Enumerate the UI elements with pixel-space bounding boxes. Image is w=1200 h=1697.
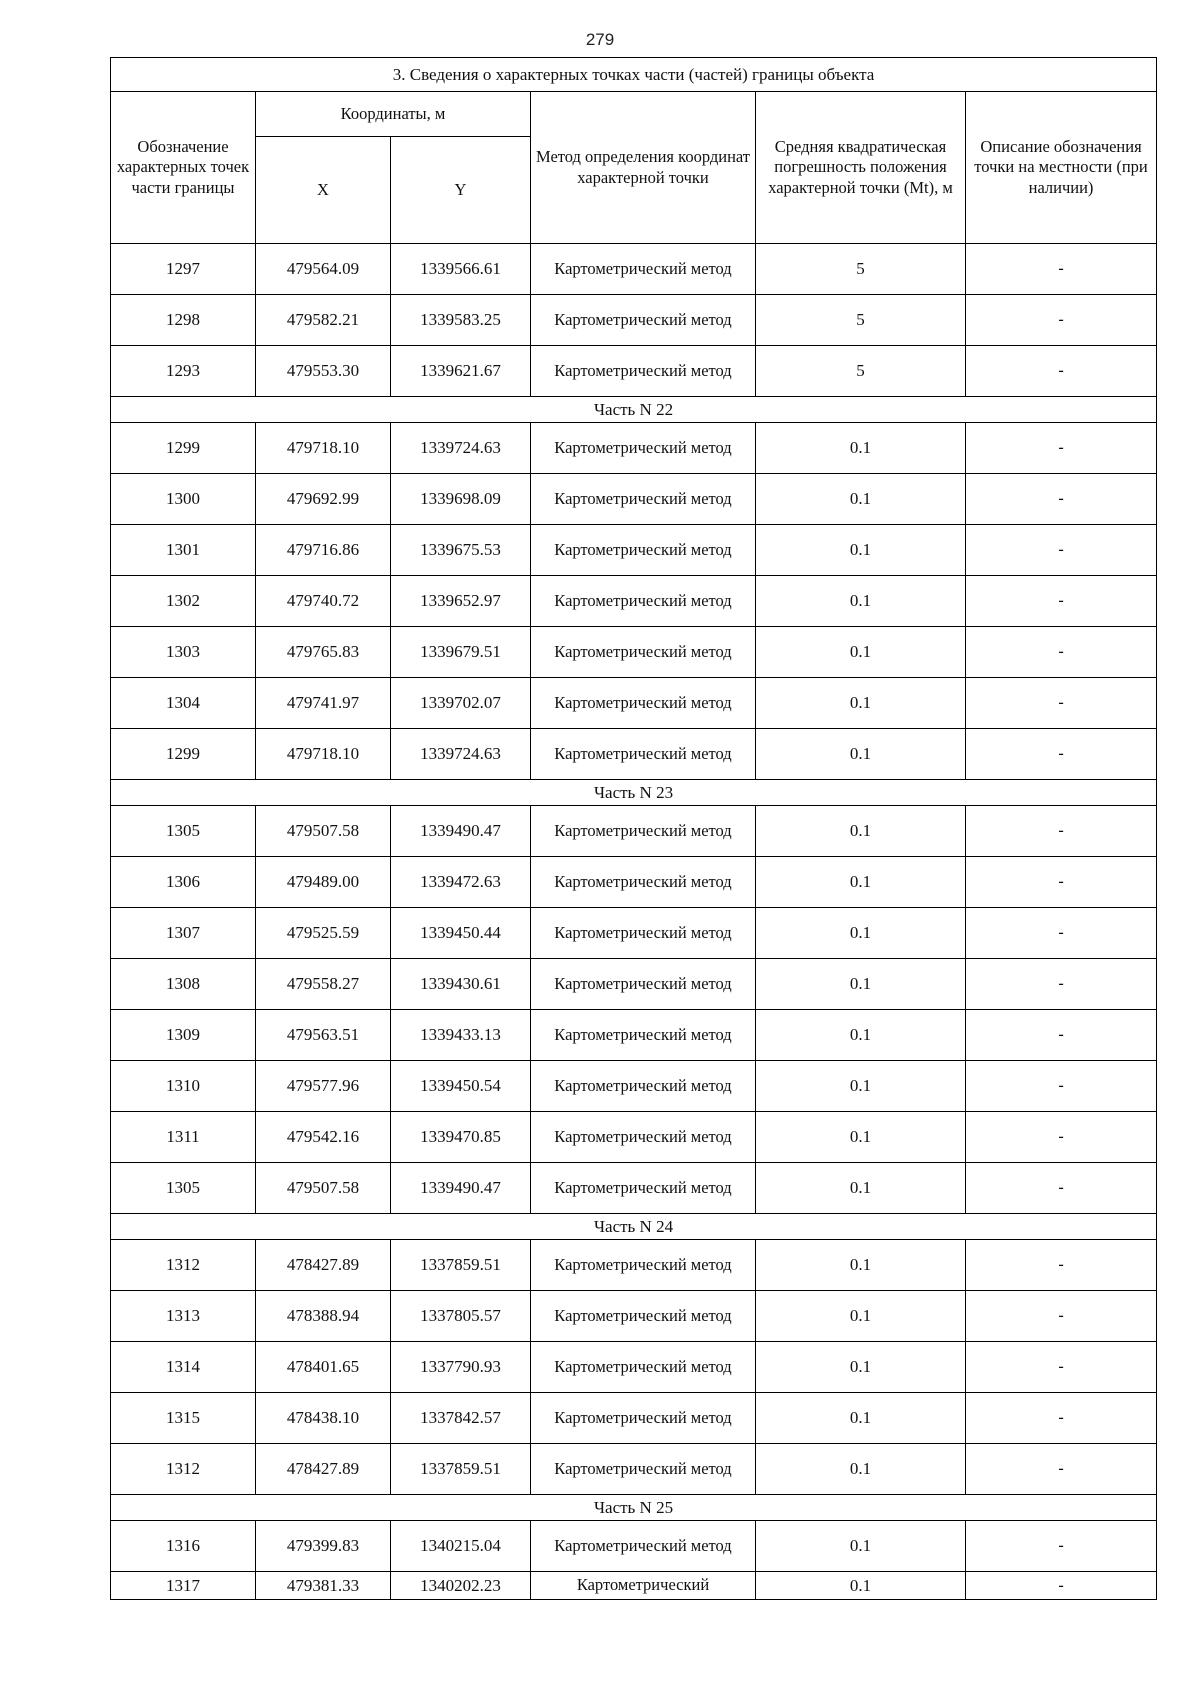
error-cell: 0.1	[756, 729, 966, 780]
description-cell: -	[966, 1444, 1157, 1495]
table-row	[111, 1291, 1157, 1342]
header-point-designation: Обозначение характерных точек части границы	[111, 92, 256, 244]
table-row	[111, 678, 1157, 729]
point-cell: 1303	[111, 627, 256, 678]
description-cell: -	[966, 1291, 1157, 1342]
description-cell: -	[966, 1010, 1157, 1061]
x-cell: 479507.58	[256, 806, 391, 857]
part-label-row	[111, 397, 1157, 423]
x-cell: 478427.89	[256, 1444, 391, 1495]
x-cell: 478427.89	[256, 1240, 391, 1291]
table-row	[111, 1342, 1157, 1393]
description-cell: -	[966, 525, 1157, 576]
point-cell: 1313	[111, 1291, 256, 1342]
point-cell: 1307	[111, 908, 256, 959]
point-cell: 1311	[111, 1112, 256, 1163]
point-cell: 1317	[111, 1572, 256, 1600]
error-cell: 0.1	[756, 1291, 966, 1342]
point-cell: 1302	[111, 576, 256, 627]
table-title: 3. Сведения о характерных точках части (частей) границы объекта	[111, 58, 1157, 92]
x-cell: 479718.10	[256, 423, 391, 474]
table-row	[111, 1061, 1157, 1112]
point-cell: 1309	[111, 1010, 256, 1061]
y-cell: 1339566.61	[391, 244, 531, 295]
header-x: X	[256, 137, 391, 244]
error-cell: 0.1	[756, 627, 966, 678]
method-cell: Картометрический метод	[531, 678, 756, 729]
x-cell: 479564.09	[256, 244, 391, 295]
error-cell: 5	[756, 244, 966, 295]
description-cell: -	[966, 1572, 1157, 1600]
table-row	[111, 1240, 1157, 1291]
table-row	[111, 1393, 1157, 1444]
table-row	[111, 1572, 1157, 1600]
table-row	[111, 423, 1157, 474]
table-row	[111, 1521, 1157, 1572]
y-cell: 1339652.97	[391, 576, 531, 627]
y-cell: 1339583.25	[391, 295, 531, 346]
table-row	[111, 1163, 1157, 1214]
x-cell: 478388.94	[256, 1291, 391, 1342]
header-method: Метод определения координат характерной точки	[531, 92, 756, 244]
table-row	[111, 244, 1157, 295]
table-row	[111, 1010, 1157, 1061]
method-cell: Картометрический метод	[531, 1240, 756, 1291]
description-cell: -	[966, 295, 1157, 346]
error-cell: 0.1	[756, 857, 966, 908]
description-cell: -	[966, 1521, 1157, 1572]
error-cell: 0.1	[756, 576, 966, 627]
method-cell: Картометрический метод	[531, 729, 756, 780]
point-cell: 1298	[111, 295, 256, 346]
point-cell: 1306	[111, 857, 256, 908]
description-cell: -	[966, 474, 1157, 525]
error-cell: 0.1	[756, 1061, 966, 1112]
point-cell: 1314	[111, 1342, 256, 1393]
method-cell: Картометрический метод	[531, 1342, 756, 1393]
point-cell: 1301	[111, 525, 256, 576]
method-cell: Картометрический метод	[531, 1010, 756, 1061]
description-cell: -	[966, 576, 1157, 627]
method-cell: Картометрический метод	[531, 1061, 756, 1112]
error-cell: 0.1	[756, 1010, 966, 1061]
y-cell: 1337805.57	[391, 1291, 531, 1342]
description-cell: -	[966, 1163, 1157, 1214]
method-cell: Картометрический метод	[531, 908, 756, 959]
table-row	[111, 576, 1157, 627]
description-cell: -	[966, 1393, 1157, 1444]
y-cell: 1339450.44	[391, 908, 531, 959]
point-cell: 1293	[111, 346, 256, 397]
error-cell: 0.1	[756, 1163, 966, 1214]
description-cell: -	[966, 678, 1157, 729]
point-cell: 1315	[111, 1393, 256, 1444]
method-cell: Картометрический метод	[531, 474, 756, 525]
description-cell: -	[966, 729, 1157, 780]
method-cell: Картометрический метод	[531, 1112, 756, 1163]
y-cell: 1339679.51	[391, 627, 531, 678]
x-cell: 479381.33	[256, 1572, 391, 1600]
x-cell: 479553.30	[256, 346, 391, 397]
error-cell: 0.1	[756, 1444, 966, 1495]
method-cell: Картометрический метод	[531, 959, 756, 1010]
table-row	[111, 959, 1157, 1010]
description-cell: -	[966, 1112, 1157, 1163]
table-row	[111, 857, 1157, 908]
x-cell: 479740.72	[256, 576, 391, 627]
y-cell: 1339470.85	[391, 1112, 531, 1163]
table-row	[111, 729, 1157, 780]
point-cell: 1300	[111, 474, 256, 525]
table-row	[111, 474, 1157, 525]
point-cell: 1310	[111, 1061, 256, 1112]
y-cell: 1339472.63	[391, 857, 531, 908]
point-cell: 1299	[111, 423, 256, 474]
method-cell: Картометрический метод	[531, 423, 756, 474]
description-cell: -	[966, 959, 1157, 1010]
table-row	[111, 346, 1157, 397]
header-y: Y	[391, 137, 531, 244]
x-cell: 478438.10	[256, 1393, 391, 1444]
error-cell: 5	[756, 346, 966, 397]
x-cell: 479765.83	[256, 627, 391, 678]
x-cell: 479582.21	[256, 295, 391, 346]
y-cell: 1340215.04	[391, 1521, 531, 1572]
description-cell: -	[966, 806, 1157, 857]
table-header	[111, 58, 1157, 244]
point-cell: 1305	[111, 806, 256, 857]
x-cell: 479507.58	[256, 1163, 391, 1214]
point-cell: 1312	[111, 1240, 256, 1291]
x-cell: 479563.51	[256, 1010, 391, 1061]
y-cell: 1337790.93	[391, 1342, 531, 1393]
error-cell: 0.1	[756, 806, 966, 857]
method-cell: Картометрический метод	[531, 244, 756, 295]
point-cell: 1308	[111, 959, 256, 1010]
error-cell: 0.1	[756, 1240, 966, 1291]
method-cell: Картометрический метод	[531, 576, 756, 627]
x-cell: 479558.27	[256, 959, 391, 1010]
point-cell: 1299	[111, 729, 256, 780]
description-cell: -	[966, 908, 1157, 959]
page-number: 279	[585, 30, 615, 49]
x-cell: 479489.00	[256, 857, 391, 908]
part-label: Часть N 23	[111, 780, 1157, 806]
x-cell: 479716.86	[256, 525, 391, 576]
x-cell: 479718.10	[256, 729, 391, 780]
y-cell: 1339702.07	[391, 678, 531, 729]
method-cell: Картометрический метод	[531, 1444, 756, 1495]
description-cell: -	[966, 1240, 1157, 1291]
part-label: Часть N 22	[111, 397, 1157, 423]
table-row	[111, 525, 1157, 576]
y-cell: 1337859.51	[391, 1240, 531, 1291]
header-description: Описание обозначения точки на местности (при наличии)	[966, 92, 1157, 244]
y-cell: 1339490.47	[391, 806, 531, 857]
y-cell: 1339621.67	[391, 346, 531, 397]
point-cell: 1305	[111, 1163, 256, 1214]
error-cell: 5	[756, 295, 966, 346]
y-cell: 1339450.54	[391, 1061, 531, 1112]
error-cell: 0.1	[756, 908, 966, 959]
description-cell: -	[966, 244, 1157, 295]
header-error: Средняя квадратическая погрешность положения характерной точки (Mt), м	[756, 92, 966, 244]
error-cell: 0.1	[756, 1342, 966, 1393]
x-cell: 479741.97	[256, 678, 391, 729]
table-row	[111, 806, 1157, 857]
y-cell: 1337859.51	[391, 1444, 531, 1495]
method-cell: Картометрический метод	[531, 627, 756, 678]
x-cell: 479399.83	[256, 1521, 391, 1572]
error-cell: 0.1	[756, 1572, 966, 1600]
x-cell: 479525.59	[256, 908, 391, 959]
y-cell: 1339490.47	[391, 1163, 531, 1214]
part-label: Часть N 24	[111, 1214, 1157, 1240]
x-cell: 479542.16	[256, 1112, 391, 1163]
description-cell: -	[966, 1342, 1157, 1393]
part-label-row	[111, 780, 1157, 806]
method-cell: Картометрический	[531, 1572, 756, 1600]
point-cell: 1304	[111, 678, 256, 729]
y-cell: 1337842.57	[391, 1393, 531, 1444]
part-label: Часть N 25	[111, 1495, 1157, 1521]
description-cell: -	[966, 423, 1157, 474]
table-row	[111, 1444, 1157, 1495]
y-cell: 1340202.23	[391, 1572, 531, 1600]
point-cell: 1312	[111, 1444, 256, 1495]
y-cell: 1339724.63	[391, 423, 531, 474]
error-cell: 0.1	[756, 423, 966, 474]
point-cell: 1316	[111, 1521, 256, 1572]
part-label-row	[111, 1495, 1157, 1521]
x-cell: 479577.96	[256, 1061, 391, 1112]
method-cell: Картометрический метод	[531, 1163, 756, 1214]
y-cell: 1339698.09	[391, 474, 531, 525]
x-cell: 478401.65	[256, 1342, 391, 1393]
header-coordinates: Координаты, м	[256, 92, 531, 137]
description-cell: -	[966, 346, 1157, 397]
error-cell: 0.1	[756, 474, 966, 525]
error-cell: 0.1	[756, 525, 966, 576]
method-cell: Картометрический метод	[531, 857, 756, 908]
point-cell: 1297	[111, 244, 256, 295]
method-cell: Картометрический метод	[531, 1393, 756, 1444]
error-cell: 0.1	[756, 678, 966, 729]
y-cell: 1339433.13	[391, 1010, 531, 1061]
table-row	[111, 295, 1157, 346]
method-cell: Картометрический метод	[531, 346, 756, 397]
part-label-row	[111, 1214, 1157, 1240]
characteristic-points-table	[110, 57, 1157, 1600]
error-cell: 0.1	[756, 1521, 966, 1572]
x-cell: 479692.99	[256, 474, 391, 525]
error-cell: 0.1	[756, 1393, 966, 1444]
method-cell: Картометрический метод	[531, 525, 756, 576]
y-cell: 1339675.53	[391, 525, 531, 576]
y-cell: 1339430.61	[391, 959, 531, 1010]
error-cell: 0.1	[756, 959, 966, 1010]
description-cell: -	[966, 857, 1157, 908]
table-body	[111, 244, 1157, 1600]
description-cell: -	[966, 1061, 1157, 1112]
table-row	[111, 908, 1157, 959]
method-cell: Картометрический метод	[531, 1521, 756, 1572]
description-cell: -	[966, 627, 1157, 678]
table-row	[111, 1112, 1157, 1163]
method-cell: Картометрический метод	[531, 295, 756, 346]
error-cell: 0.1	[756, 1112, 966, 1163]
table-row	[111, 627, 1157, 678]
y-cell: 1339724.63	[391, 729, 531, 780]
method-cell: Картометрический метод	[531, 806, 756, 857]
method-cell: Картометрический метод	[531, 1291, 756, 1342]
